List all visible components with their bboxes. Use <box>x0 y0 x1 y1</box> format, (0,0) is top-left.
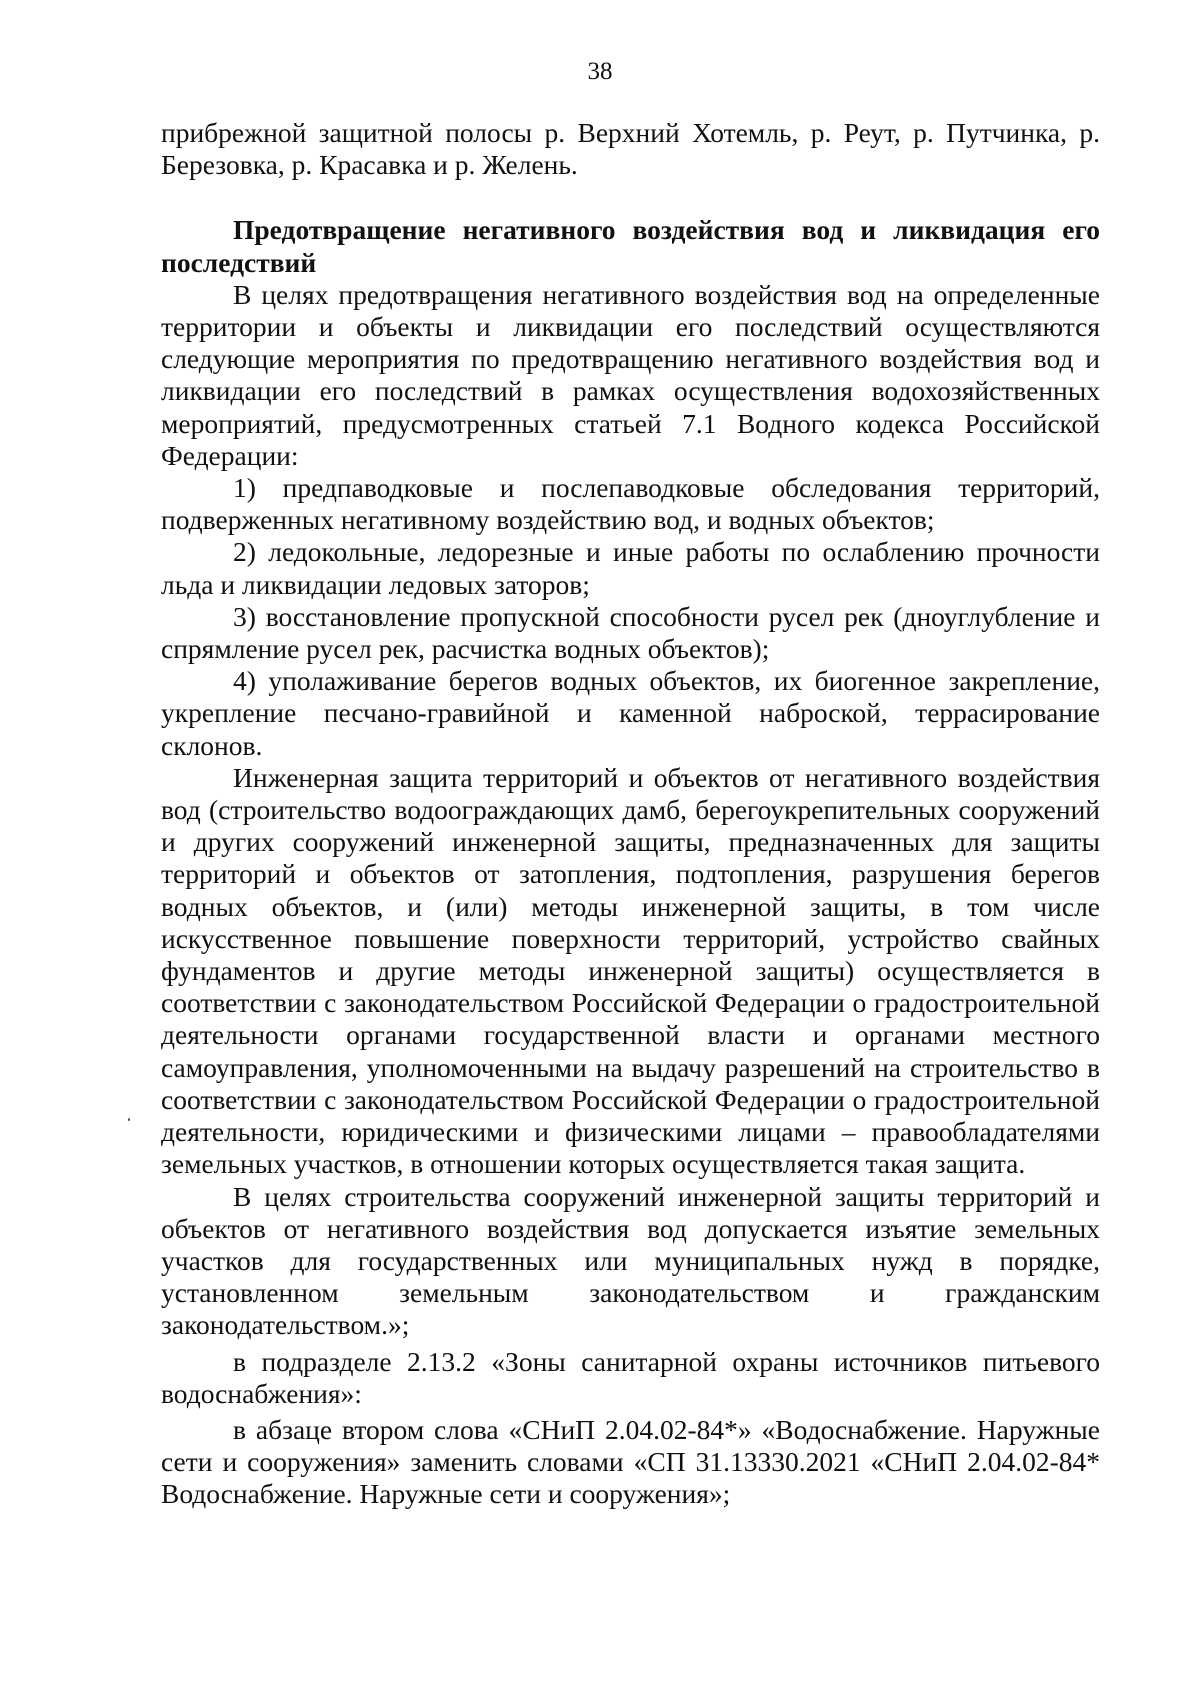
paragraph-continuation: прибрежной защитной полосы р. Верхний Хотемль, р. Реут, р. Путчинка, р. Березовка, р. Красавка и р. Желень. <box>161 117 1100 181</box>
paragraph-intro: В целях предотвращения негативного воздействия вод на определенные территории и объекты и ликвидации его последствий осуществляются следующие мероприятия по предотвращению негативного воздействия вод и ликвидации его последствий в рамках осуществления водохозяйственных мероприятий, предусмотренных статьей 7.1 Водного кодекса Российской Федерации: <box>161 278 1100 471</box>
paragraph-subsection: в подразделе 2.13.2 «Зоны санитарной охраны источников питьевого водоснабжения»: <box>161 1345 1100 1409</box>
scan-speck <box>128 1118 130 1121</box>
paragraph-land-seizure: В целях строительства сооружений инженерной защиты территорий и объектов от негативного воздействия вод допускается изъятие земельных участков для государственных или муниципальных нужд в порядке, установленном земельным законодательством и гражданским законодательством.»; <box>161 1180 1100 1341</box>
list-item-3: 3) восстановление пропускной способности русел рек (дноуглубление и спрямление русел рек, расчистка водных объектов); <box>161 600 1100 665</box>
page-number: 38 <box>587 58 613 85</box>
paragraph-amendment: в абзаце втором слова «СНиП 2.04.02-84*» «Водоснабжение. Наружные сети и сооружения» заменить словами «СП 31.13330.2021 «СНиП 2.04.02-84* Водоснабжение. Наружные сети и сооружения»; <box>161 1413 1100 1510</box>
list-item-1: 1) предпаводковые и послепаводковые обследования территорий, подверженных негативному воздействию вод, и водных объектов; <box>161 472 1100 536</box>
paragraph-engineering-protection: Инженерная защита территорий и объектов от негативного воздействия вод (строительство водоограждающих дамб, берегоукрепительных сооружений и других сооружений инженерной защиты, предназначенных для защиты территорий и объектов от затопления, подтопления, разрушения берегов водных объектов, и (или) методы инженерной защиты, в том числе искусственное повышение поверхности территорий, устройство свайных фундаментов и другие методы инженерной защиты) осуществляется в соответствии с законодательством Российской Федерации о градостроительной деятельности органами государственной власти и органами местного самоуправления, уполномоченными на выдачу разрешений на строительство в соответствии с законодательством Российской Федерации о градостроительной деятельности, юридическими и физическими лицами – правообладателями земельных участков, в отношении которых осуществляется такая защита. <box>161 761 1100 1180</box>
list-item-4: 4) уполаживание берегов водных объектов, их биогенное закрепление, укрепление песчано-гравийной и каменной наброской, террасирование склонов. <box>161 665 1100 761</box>
list-item-2: 2) ледокольные, ледорезные и иные работы по ослаблению прочности льда и ликвидации ледовых заторов; <box>161 536 1100 600</box>
section-heading: Предотвращение негативного воздействия вод и ликвидация его последствий <box>161 214 1100 278</box>
document-body <box>161 117 1100 1511</box>
